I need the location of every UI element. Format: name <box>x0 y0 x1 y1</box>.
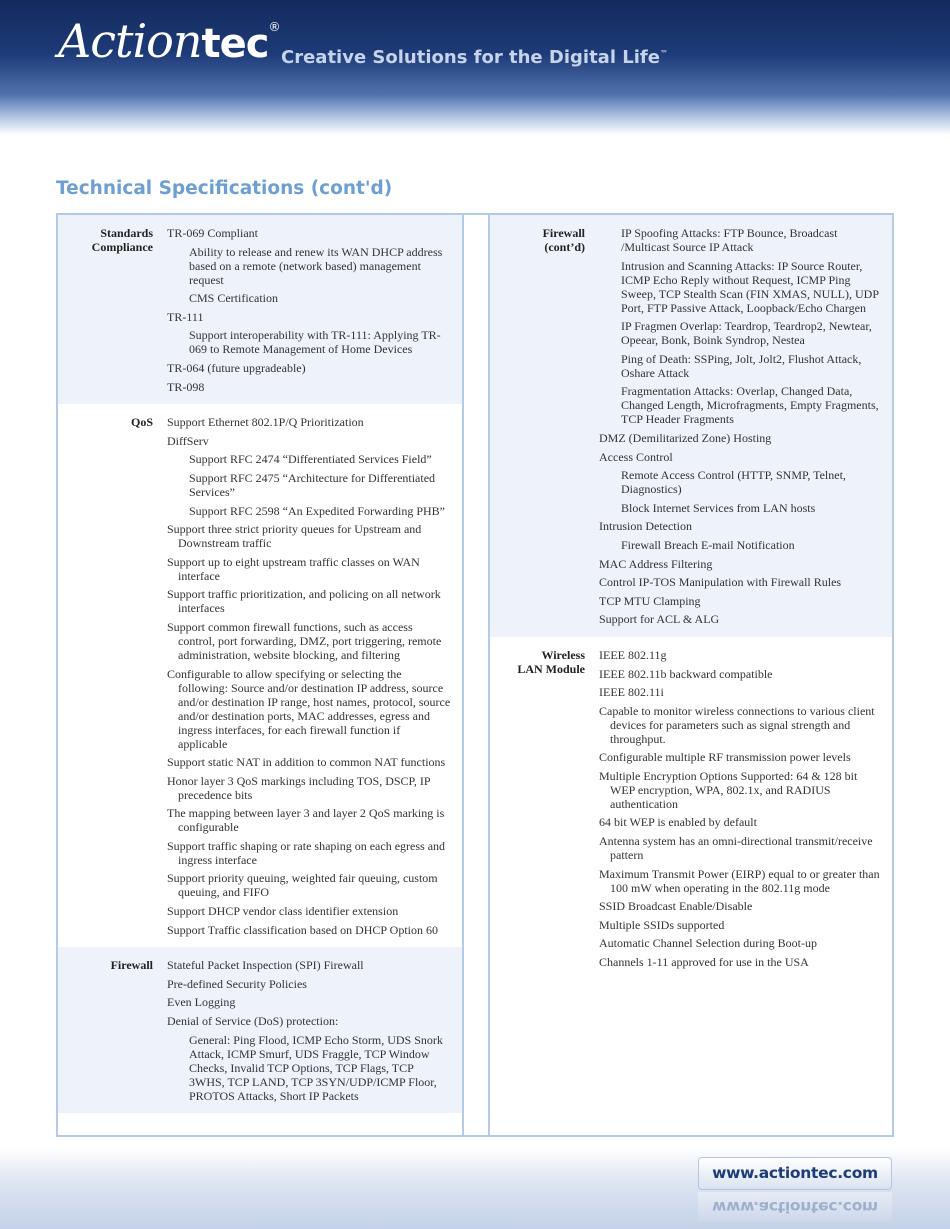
spec-subitem: Support RFC 2474 “Differentiated Services Field” <box>189 452 432 467</box>
tagline <box>281 47 668 68</box>
website-url-link[interactable]: www.actiontec.com <box>698 1157 892 1190</box>
page-title: Technical Specifications (cont'd) <box>56 178 393 199</box>
logo-wordmark: Action <box>58 14 202 68</box>
spec-item: Support up to eight upstream traffic classes on WAN interface <box>167 554 420 583</box>
spec-item: Honor layer 3 QoS markings including TOS, DSCP, IP precedence bits <box>167 773 431 802</box>
spec-item: IEEE 802.11g <box>599 647 667 662</box>
website-url-reflection: www.actiontec.com <box>698 1192 892 1222</box>
section-heading-line: QoS <box>130 415 153 430</box>
spec-subitem: Intrusion and Scanning Attacks: IP Source Router, ICMP Echo Reply without Request, ICMP Ping Sweep, TCP Stealth Scan (FIN XMAS, NULL), UDP Port, FTP Passive Attack, Loopback/Echo Chargen <box>621 258 879 315</box>
spec-item: Configurable multiple RF transmission power levels <box>599 750 851 765</box>
section-heading-line: Standards <box>100 226 153 240</box>
spec-section <box>58 215 462 404</box>
section-heading-line: LAN Module <box>517 661 585 676</box>
spec-item: Support Ethernet 802.1P/Q Prioritization <box>167 415 364 430</box>
spec-item: TCP MTU Clamping <box>599 593 701 608</box>
spec-item: Multiple Encryption Options Supported: 64 & 128 bit WEP encryption, WPA, 802.1x, and RADIUS authentication <box>599 768 858 811</box>
spec-item: Denial of Service (DoS) protection: <box>167 1014 339 1029</box>
spec-item: Even Logging <box>167 995 236 1010</box>
logo-wordmark-tec: tec <box>201 21 269 67</box>
section-heading-line: (cont’d) <box>544 240 585 254</box>
spec-subitem: Firewall Breach E-mail Notification <box>621 537 795 552</box>
spec-section <box>490 637 892 980</box>
spec-subitem: Support RFC 2475 “Architecture for Differentiated Services” <box>189 470 436 499</box>
spec-item: Access Control <box>599 449 673 464</box>
left-column <box>58 215 462 1135</box>
spec-item: SSID Broadcast Enable/Disable <box>599 899 753 914</box>
spec-item: Intrusion Detection <box>599 519 692 534</box>
section-items <box>593 226 892 631</box>
spec-item: Support traffic prioritization, and policing on all network interfaces <box>167 587 441 616</box>
spec-item: Channels 1-11 approved for use in the USA <box>599 955 809 970</box>
spec-item: Antenna system has an omni-directional transmit/receive pattern <box>599 834 873 863</box>
section-heading <box>58 415 161 941</box>
spec-item: Control IP-TOS Manipulation with Firewall Rules <box>599 575 842 590</box>
section-items <box>161 226 462 398</box>
spec-subitem: Remote Access Control (HTTP, SNMP, Telnet, Diagnostics) <box>621 468 846 497</box>
spec-subitem: Ability to release and renew its WAN DHCP address based on a remote (network based) management request <box>189 244 443 287</box>
actiontec-logo <box>58 14 279 68</box>
section-heading-line: Firewall <box>110 958 153 973</box>
spec-item: Support static NAT in addition to common NAT functions <box>167 755 446 770</box>
trademark-mark: ™ <box>659 49 668 58</box>
spec-item: Support DHCP vendor class identifier extension <box>167 904 399 919</box>
spec-item: 64 bit WEP is enabled by default <box>599 815 757 830</box>
spec-section <box>58 947 462 1113</box>
spec-item: TR-098 <box>167 379 205 394</box>
spec-item: The mapping between layer 3 and layer 2 QoS marking is configurable <box>167 806 445 835</box>
spec-table <box>56 213 894 1137</box>
spec-item: Configurable to allow specifying or selecting the following: Source and/or destination IP address, source and/or destination IP range, host names, protocol, source and/or destination ports, MAC addresses, egress and ingress interfaces, for each firewall function if applicable <box>167 666 451 751</box>
section-heading-line: Firewall <box>542 226 585 240</box>
spec-subitem: General: Ping Flood, ICMP Echo Storm, UDS Snork Attack, ICMP Smurf, UDS Fraggle, TCP Window Checks, Invalid TCP Options, TCP Flags, TCP 3WHS, TCP LAND, TCP 3SYN/UDP/ICMP Floor, PROTOS Attacks, Short IP Packets <box>189 1032 443 1103</box>
spec-item: Maximum Transmit Power (EIRP) equal to or greater than 100 mW when operating in the 802.11g mode <box>599 866 880 895</box>
page-header <box>0 0 950 135</box>
spec-subitem: IP Spoofing Attacks: FTP Bounce, Broadcast /Multicast Source IP Attack <box>621 226 838 254</box>
spec-item: Support three strict priority queues for Upstream and Downstream traffic <box>167 522 422 551</box>
spec-item: Support traffic shaping or rate shaping on each egress and ingress interface <box>167 838 446 867</box>
spec-item: Stateful Packet Inspection (SPI) Firewall <box>167 958 364 973</box>
spec-item: TR-111 <box>167 309 204 324</box>
spec-item: TR-069 Compliant <box>167 226 258 240</box>
spec-subitem: Support interoperability with TR-111: Applying TR-069 to Remote Management of Home Devices <box>189 328 441 357</box>
registered-mark: ® <box>268 20 280 34</box>
section-items <box>161 415 462 941</box>
spec-section <box>58 404 462 947</box>
spec-item: Capable to monitor wireless connections to various client devices for parameters such as signal strength and throughput. <box>599 703 875 746</box>
section-items <box>593 648 892 974</box>
section-heading <box>58 958 161 1107</box>
section-items <box>161 958 462 1107</box>
spec-item: IEEE 802.11i <box>599 685 664 700</box>
right-column <box>490 215 892 1135</box>
spec-subitem: Block Internet Services from LAN hosts <box>621 500 816 515</box>
spec-subitem: Ping of Death: SSPing, Jolt, Jolt2, Flushot Attack, Oshare Attack <box>621 351 862 380</box>
spec-item: Automatic Channel Selection during Boot-up <box>599 936 817 951</box>
spec-item: Support priority queuing, weighted fair queuing, custom queuing, and FIFO <box>167 871 438 900</box>
spec-item: Support common firewall functions, such as access control, port forwarding, DMZ, port triggering, remote administration, website blocking, and filtering <box>167 619 442 662</box>
spec-subitem: IP Fragmen Overlap: Teardrop, Teardrop2, Newtear, Opeear, Bonk, Boink Syndrop, Nestea <box>621 319 872 348</box>
spec-item: Support for ACL & ALG <box>599 612 720 627</box>
tagline-text: Creative Solutions for the Digital Life <box>281 47 660 68</box>
spec-item: MAC Address Filtering <box>599 556 713 571</box>
spec-item: TR-064 (future upgradeable) <box>167 360 306 375</box>
section-heading <box>490 226 593 631</box>
spec-subitem: Fragmentation Attacks: Overlap, Changed Data, Changed Length, Microfragments, Empty Fragments, TCP Header Fragments <box>621 384 879 427</box>
spec-item: IEEE 802.11b backward compatible <box>599 666 773 681</box>
section-heading-line: Wireless <box>541 647 585 662</box>
spec-subitem: CMS Certification <box>189 291 278 306</box>
section-heading <box>490 648 593 974</box>
spec-subitem: Support RFC 2598 “An Expedited Forwarding PHB” <box>189 503 445 518</box>
spec-item: Support Traffic classification based on DHCP Option 60 <box>167 922 438 937</box>
section-heading <box>58 226 161 398</box>
section-heading-line: Compliance <box>91 240 153 254</box>
spec-item: DMZ (Demilitarized Zone) Hosting <box>599 430 772 445</box>
spec-item: Pre-defined Security Policies <box>167 976 307 991</box>
spec-item: Multiple SSIDs supported <box>599 917 725 932</box>
spec-item: DiffServ <box>167 433 209 448</box>
spec-section <box>490 215 892 637</box>
column-divider <box>462 215 490 1135</box>
